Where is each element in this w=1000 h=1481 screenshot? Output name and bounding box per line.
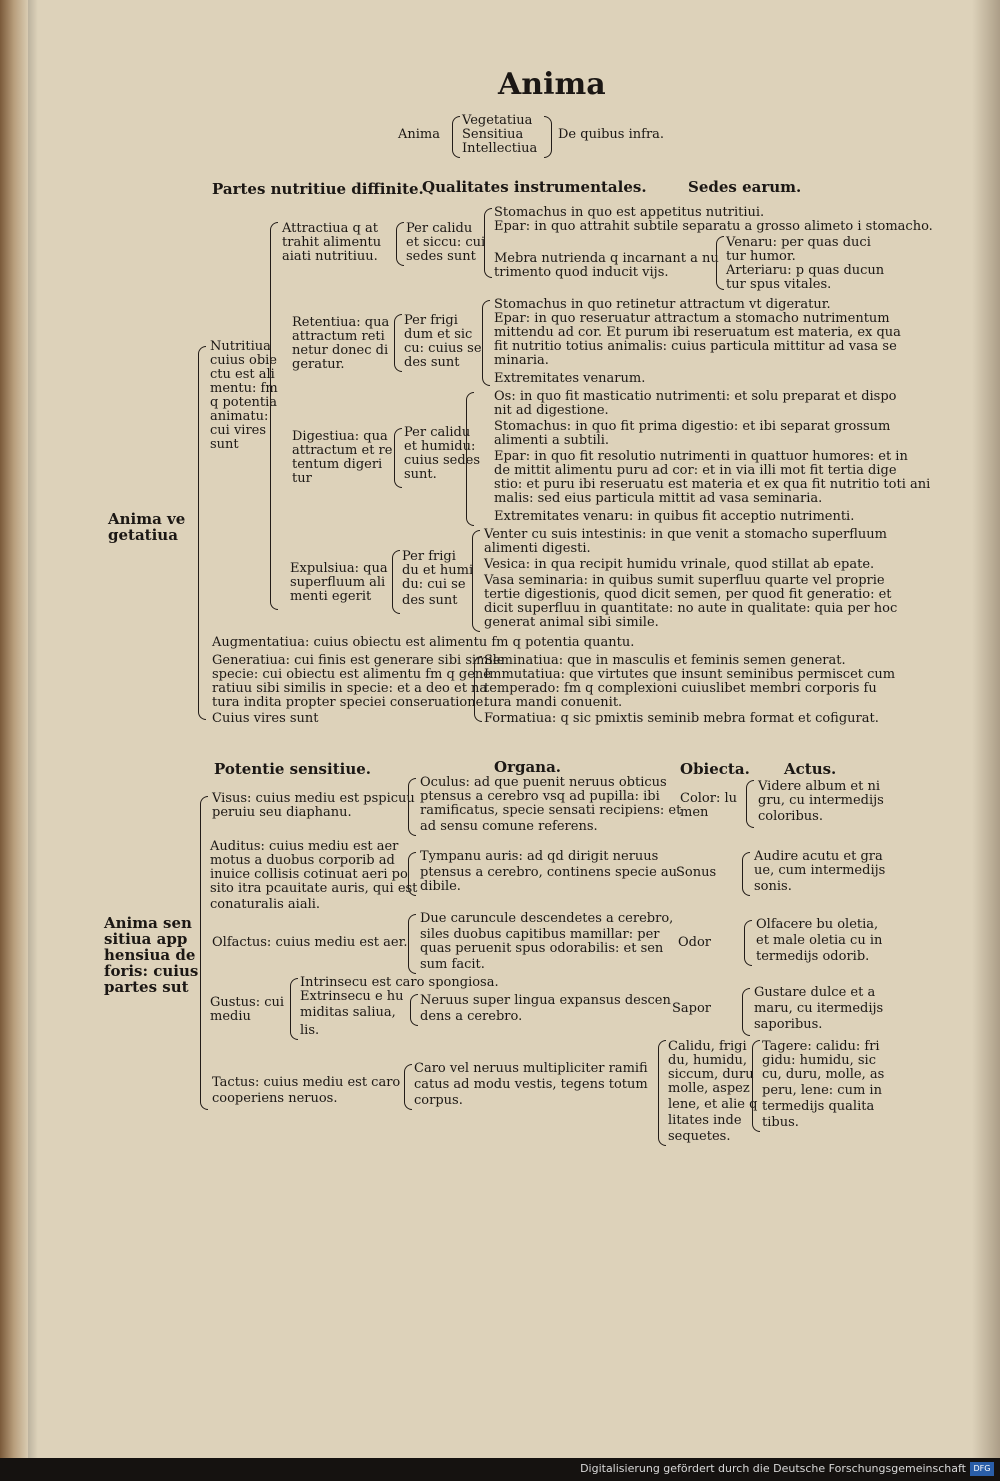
top-part-1: Vegetatiua [462,113,533,128]
veg-root-2: getatiua [108,526,178,544]
ret-name-4: geratur. [292,357,345,372]
veg-header-3: Sedes earum. [688,178,802,196]
sens-root-4: foris: cuius [104,962,199,980]
sens-root-3: hensiua de [104,946,196,964]
visus-act-1: Videre album et ni [758,779,881,794]
gust-mid-2: Extrinsecu e hu [300,989,404,1004]
gen-sub-4: tura mandi conuenit. [484,695,623,710]
tactus-obj-7: sequetes. [668,1129,731,1144]
tactus-obj-4: molle, aspez [668,1081,750,1096]
olf-act-2: et male oletia cu in [756,933,883,948]
exp-seat-2: alimenti digesti. [484,541,591,556]
tactus-act-3: cu, duru, molle, as [762,1067,885,1082]
ret-name-1: Retentiua: qua [292,315,390,330]
attr-name-2: trahit alimentu [282,235,382,250]
brace-gust-mid [290,978,298,1040]
auditus-act-1: Audire acutu et gra [754,849,883,864]
top-anima: Anima [398,127,440,142]
dig-seat-1: Os: in quo fit masticatio nutrimenti: et solu preparat et dispo [494,389,897,404]
top-part-2: Sensitiua [462,127,524,142]
auditus-name-1: Auditus: cuius mediu est aer [210,839,399,854]
aug-line: Augmentatiua: cuius obiectu est alimentu fm q potentia quantu. [212,635,635,650]
brace-attr-qual [396,222,404,266]
brace-attr-sub [716,236,724,290]
tactus-obj-3: siccum, duru [668,1067,754,1082]
gen-sub-3: temperado: fm q complexioni cuiuslibet membri corporis fu [484,681,877,696]
tactus-obj-5: lene, et alie q [668,1097,758,1112]
tactus-organ-1: Caro vel neruus multipliciter ramifi [414,1061,648,1076]
brace-exp-seats [472,530,480,632]
gen-3: ratiuu sibi similis in specie: et a deo et na [212,681,488,696]
exp-seat-7: generat animal sibi simile. [484,615,659,630]
gen-sub-5: Formatiua: q sic pmixtis seminib mebra format et cofigurat. [484,711,879,726]
attr-qual-1: Per calidu [406,221,473,236]
brace-gen-sub [474,656,482,722]
visus-act-3: coloribus. [758,809,823,824]
gust-mid-1: Intrinsecu est caro spongiosa. [300,975,499,990]
attr-seat-2: Epar: in quo attrahit subtile separatu a grosso alimeto i stomacho. [494,219,933,234]
dig-qual-4: sunt. [404,467,437,482]
attr-seat-1: Stomachus in quo est appetitus nutritiui. [494,205,765,220]
sens-root-5: partes sut [104,978,189,996]
top-part-3: Intellectiua [462,141,538,156]
exp-qual-4: des sunt [402,593,458,608]
olf-act-3: termedijs odorib. [756,949,870,964]
attr-name-3: aiati nutritiuu. [282,249,378,264]
tactus-name-2: cooperiens neruos. [212,1091,338,1106]
sens-root-2: sitiua app [104,930,188,948]
exp-qual-3: du: cui se [402,577,466,592]
gen-5: Cuius vires sunt [212,711,319,726]
ret-seat-4: fit nutritio totius animalis: cuius particula mittitur ad vasa se [494,339,897,354]
tactus-act-4: peru, lene: cum in [762,1083,882,1098]
gen-sub-1: Seminatiua: que in masculis et feminis semen generat. [484,653,846,668]
ret-seat-1: Stomachus in quo retinetur attractum vt digeratur. [494,297,831,312]
exp-seat-3: Vesica: in qua recipit humidu vrinale, quod stillat ab epate. [484,557,875,572]
tactus-act-2: gidu: humidu, sic [762,1053,876,1068]
ret-seat-6: Extremitates venarum. [494,371,646,386]
visus-name-1: Visus: cuius mediu est pspicuu [212,791,415,806]
exp-qual-1: Per frigi [402,549,456,564]
visus-organ-4: ad sensu comune referens. [420,819,598,834]
ret-qual-3: cu: cuius se [404,341,482,356]
exp-seat-6: dicit superfluu in quantitate: no aute in qualitate: quia per hoc [484,601,898,616]
sens-header-3: Obiecta. [680,760,750,778]
nutritiua-2: cuius obie [210,353,277,368]
brace-olf-organ [408,914,416,974]
tactus-obj-2: du, humidu, [668,1053,748,1068]
dig-name-4: tur [292,471,312,486]
gust-mid-3: miditas saliua, [300,1005,396,1020]
auditus-organ-2: ptensus a cerebro, continens specie au [420,865,678,880]
dig-seat-2: nit ad digestione. [494,403,609,418]
sens-header-1: Potentie sensitiue. [214,760,371,778]
auditus-name-4: sito itra pcauitate auris, qui est [210,881,418,896]
auditus-organ-1: Tympanu auris: ad qd dirigit neruus [420,849,659,864]
visus-organ-1: Oculus: ad que puenit neruus obticus [420,775,667,790]
tactus-act-5: termedijs qualita [762,1099,875,1114]
dig-seat-4: alimenti a subtili. [494,433,610,448]
gust-name-2: mediu [210,1009,251,1024]
attr-sub-2: tur humor. [726,249,796,264]
nutritiua-1: Nutritiua [210,339,271,354]
brace-ret-seats [482,300,490,386]
tactus-act-1: Tagere: calidu: fri [762,1039,880,1054]
olf-organ-4: sum facit. [420,957,485,972]
top-note: De quibus infra. [558,127,665,142]
gust-organ-1: Neruus super lingua expansus descen [420,993,671,1008]
tactus-name-1: Tactus: cuius mediu est caro [212,1075,401,1090]
attr-qual-2: et siccu: cui [406,235,486,250]
dig-seat-5: Epar: in quo fit resolutio nutrimenti in quattuor humores: et in [494,449,908,464]
brace-auditus-organ [408,852,416,896]
olf-organ-3: quas peruenit spus odorabilis: et sen [420,941,664,956]
brace-tactus-obj [658,1040,666,1146]
page-edge-shadow [972,0,1000,1458]
tactus-organ-3: corpus. [414,1093,463,1108]
exp-qual-2: du et humi [402,563,474,578]
ret-seat-5: minaria. [494,353,549,368]
attr-sub-1: Venaru: per quas duci [726,235,871,250]
dig-seat-8: malis: sed eius particula mittit ad vasa seminaria. [494,491,823,506]
attr-seat-3: Mebra nutrienda q incarnant a nu [494,251,719,266]
brace-visus-act [746,780,754,828]
brace-tactus-act [752,1040,760,1132]
gust-mid-4: lis. [300,1023,320,1038]
ret-name-2: attractum reti [292,329,385,344]
brace-veg-root [198,346,206,720]
nutritiua-5: q potentia [210,395,278,410]
olf-organ-2: siles duobus capitibus mamillar: per [420,927,660,942]
exp-name-3: menti egerit [290,589,372,604]
sens-header-4: Actus. [784,760,837,778]
brace-ret-qual [394,314,402,372]
auditus-name-2: motus a duobus corporib ad [210,853,395,868]
exp-name-2: superfluum ali [290,575,386,590]
olf-act-1: Olfacere bu oletia, [756,917,879,932]
visus-act-2: gru, cu intermedijs [758,793,884,808]
veg-header-1: Partes nutritiue diffinite. [212,180,424,198]
brace-dig-qual [394,428,402,488]
dfg-logo: DFG [970,1462,994,1476]
gust-name-1: Gustus: cui [210,995,285,1010]
ret-qual-2: dum et sic [404,327,473,342]
sens-root-1: Anima sen [104,914,192,932]
brace-attr-seats [484,208,492,278]
ret-seat-3: mittendu ad cor. Et purum ibi reseruatum est materia, ex qua [494,325,901,340]
brace-gust-organ [410,994,418,1026]
auditus-name-3: inuice collisis cotinuat aeri po [210,867,408,882]
brace-dig-seats [466,392,474,526]
auditus-organ-3: dibile. [420,879,461,894]
nutritiua-3: ctu est ali [210,367,275,382]
brace-top [452,116,460,158]
attr-name-1: Attractiua q at [282,221,378,236]
tactus-obj-1: Calidu, frigi [668,1039,747,1054]
ret-qual-4: des sunt [404,355,460,370]
visus-obj-1: Color: lu [680,791,738,806]
nutritiua-8: sunt [210,437,239,452]
attr-seat-4: trimento quod inducit vijs. [494,265,669,280]
sens-header-2: Organa. [494,758,562,776]
brace-tactus-organ [404,1064,412,1110]
dig-seat-7: stio: et puru ibi reseruatu est materia et ex qua fit nutritio toti ani [494,477,931,492]
visus-obj-2: men [680,805,709,820]
dig-qual-3: cuius sedes [404,453,481,468]
nutritiua-7: cui vires [210,423,267,438]
brace-top-right [544,116,552,158]
dig-seat-9: Extremitates venaru: in quibus fit acceptio nutrimenti. [494,509,855,524]
auditus-obj: Sonus [676,865,717,880]
attr-sub-4: tur spus vitales. [726,277,832,292]
dig-seat-6: de mittit alimentu puru ad cor: et in via illi mot fit tertia dige [494,463,897,478]
ret-qual-1: Per frigi [404,313,458,328]
dig-name-2: attractum et re [292,443,393,458]
visus-name-2: peruiu seu diaphanu. [212,805,352,820]
footer-bar [0,1458,1000,1481]
attr-sub-3: Arteriaru: p quas ducun [726,263,885,278]
gust-organ-2: dens a cerebro. [420,1009,523,1024]
olf-obj: Odor [678,935,712,950]
dig-seat-3: Stomachus: in quo fit prima digestio: et ibi separat grossum [494,419,891,434]
gust-act-1: Gustare dulce et a [754,985,876,1000]
dig-name-1: Digestiua: qua [292,429,388,444]
nutritiua-4: mentu: fm [210,381,278,396]
visus-organ-2: ptensus a cerebro vsq ad pupilla: ibi [420,789,660,804]
gen-2: specie: cui obiectu est alimentu fm q gene [212,667,491,682]
brace-nutritiua [270,222,278,610]
exp-seat-4: Vasa seminaria: in quibus sumit superfluu quarte vel proprie [484,573,885,588]
gust-act-3: saporibus. [754,1017,823,1032]
dig-qual-2: et humidu: [404,439,476,454]
brace-olf-act [744,920,752,966]
brace-auditus-act [742,852,750,896]
gust-obj: Sapor [672,1001,712,1016]
olf-name: Olfactus: cuius mediu est aer. [212,935,408,950]
veg-header-2: Qualitates instrumentales. [422,178,647,196]
gen-1: Generatiua: cui finis est generare sibi simile [212,653,505,668]
footer-credit: Digitalisierung gefördert durch die Deutsche Forschungsgemeinschaft [580,1462,966,1475]
auditus-name-5: conaturalis aiali. [210,897,321,912]
tactus-obj-6: litates inde [668,1113,742,1128]
dig-name-3: tentum digeri [292,457,383,472]
auditus-act-2: ue, cum intermedijs [754,863,886,878]
attr-qual-3: sedes sunt [406,249,476,264]
exp-seat-1: Venter cu suis intestinis: in que venit a stomacho superfluum [484,527,887,542]
exp-name-1: Expulsiua: qua [290,561,388,576]
brace-exp-qual [392,550,400,614]
nutritiua-6: animatu: [210,409,269,424]
veg-root-1: Anima ve [108,510,186,528]
ret-name-3: netur donec di [292,343,389,358]
olf-organ-1: Due caruncule descendetes a cerebro, [420,911,674,926]
auditus-act-3: sonis. [754,879,792,894]
brace-gust-act [742,988,750,1036]
page-title: Anima [498,67,606,102]
brace-visus-organ [408,778,416,836]
gen-4: tura indita propter speciei conseruatione. [212,695,488,710]
ret-seat-2: Epar: in quo reseruatur attractum a stomacho nutrimentum [494,311,890,326]
exp-seat-5: tertie digestionis, quod dicit semen, per quod fit generatio: et [484,587,892,602]
gust-act-2: maru, cu itermedijs [754,1001,884,1016]
tactus-organ-2: catus ad modu vestis, tegens totum [414,1077,648,1092]
brace-sens-root [200,796,208,1110]
visus-organ-3: ramificatus, specie sensati recipiens: et [420,803,682,818]
dig-qual-1: Per calidu [404,425,471,440]
tactus-act-6: tibus. [762,1115,799,1130]
gen-sub-2: Immutatiua: que virtutes que insunt seminibus permiscet cum [484,667,896,682]
